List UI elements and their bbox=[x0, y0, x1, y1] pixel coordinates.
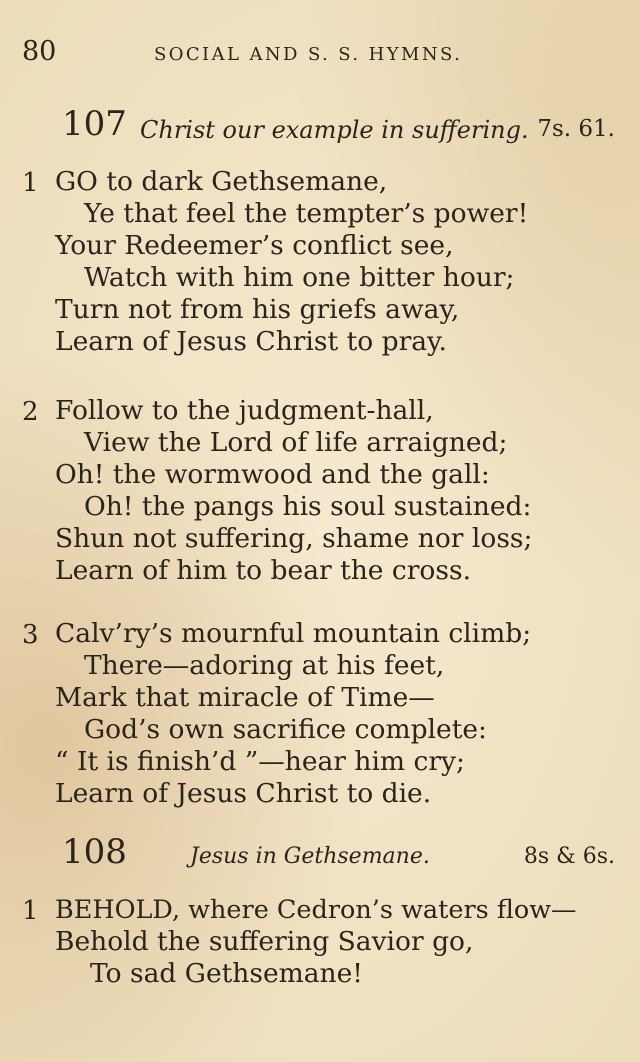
hymn-number: 108 bbox=[62, 832, 127, 872]
verse-line: “ It is finish’d ”—hear him cry; bbox=[55, 746, 465, 777]
running-head bbox=[22, 36, 610, 76]
hymn-meter: 7s. 61. bbox=[537, 116, 615, 142]
verse-line: Behold the suffering Savior go, bbox=[55, 926, 474, 957]
hymn-heading bbox=[62, 104, 615, 144]
verse-line: Follow to the judgment-hall, bbox=[55, 395, 434, 426]
verse-line: View the Lord of life arraigned; bbox=[84, 427, 508, 458]
verse-line: Shun not suffering, shame nor loss; bbox=[55, 523, 533, 554]
stanza-number: 3 bbox=[22, 620, 39, 650]
verse-line: Oh! the pangs his soul sustained: bbox=[84, 491, 532, 522]
verse-line: Mark that miracle of Time— bbox=[55, 682, 435, 713]
verse-line: Your Redeemer’s conflict see, bbox=[55, 230, 454, 261]
hymn-heading bbox=[62, 832, 615, 872]
verse-line: Ye that feel the tempter’s power! bbox=[84, 198, 529, 229]
hymn-number: 107 bbox=[62, 104, 127, 144]
stanza-number: 1 bbox=[22, 896, 39, 926]
hymn-title: Christ our example in suffering. bbox=[140, 116, 529, 144]
stanza-number: 2 bbox=[22, 397, 39, 427]
verse-line: Learn of Jesus Christ to die. bbox=[55, 778, 432, 809]
stanza-number: 1 bbox=[22, 168, 39, 198]
verse-line: Oh! the wormwood and the gall: bbox=[55, 459, 490, 490]
verse-line: GO to dark Gethsemane, bbox=[55, 166, 388, 197]
running-title: SOCIAL AND S. S. HYMNS. bbox=[154, 44, 463, 65]
hymn-meter: 8s & 6s. bbox=[523, 844, 615, 869]
page-number: 80 bbox=[22, 36, 57, 67]
hymn-title: Jesus in Gethsemane. bbox=[190, 844, 430, 869]
verse-line: BEHOLD, where Cedron’s waters flow— bbox=[55, 895, 577, 925]
verse-line: Turn not from his griefs away, bbox=[55, 294, 460, 325]
verse-line: Learn of Jesus Christ to pray. bbox=[55, 326, 447, 357]
verse-line: There—adoring at his feet, bbox=[84, 650, 445, 681]
verse-line: God’s own sacrifice complete: bbox=[84, 714, 487, 745]
verse-line: Watch with him one bitter hour; bbox=[84, 262, 515, 293]
verse-line: Calv’ry’s mournful mountain climb; bbox=[55, 618, 532, 649]
verse-line: To sad Gethsemane! bbox=[90, 958, 363, 989]
verse-line: Learn of him to bear the cross. bbox=[55, 555, 471, 586]
